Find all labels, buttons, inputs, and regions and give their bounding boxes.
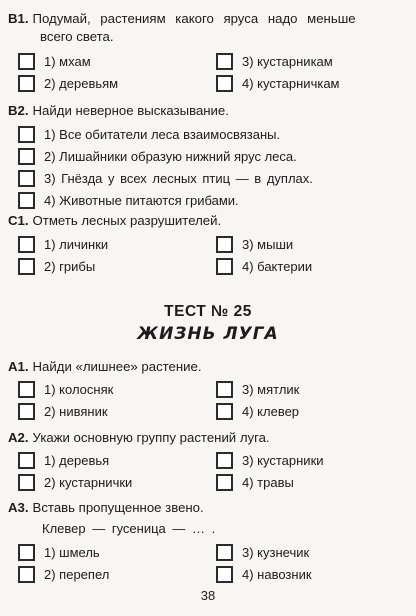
answer-option[interactable]: 3) кустарники <box>216 452 324 469</box>
answer-option[interactable]: 2) Лишайники образую нижний ярус леса. <box>18 148 297 165</box>
question-label: В2. <box>8 103 29 118</box>
answer-option[interactable]: 4) навозник <box>216 566 312 583</box>
question-label: С1. <box>8 213 29 228</box>
answer-option[interactable]: 1) Все обитатели леса взаимосвязаны. <box>18 126 280 143</box>
answer-option[interactable]: 4) травы <box>216 474 294 491</box>
question-text: Найди «лишнее» растение. <box>32 359 202 374</box>
question-text: Отметь лесных разрушителей. <box>32 213 222 228</box>
question-c1 <box>8 212 221 230</box>
answer-option[interactable]: 3) Гнёзда у всех лесных птиц — в дуплах. <box>18 170 313 187</box>
test-number: ТЕСТ № 25 <box>164 303 252 320</box>
checkbox[interactable] <box>216 403 233 420</box>
checkbox[interactable] <box>18 126 35 143</box>
checkbox[interactable] <box>18 258 35 275</box>
answer-option[interactable]: 4) кустарничкам <box>216 75 339 92</box>
test-title: ЖИЗНЬ ЛУГА <box>137 324 279 344</box>
question-label: А2. <box>8 430 29 445</box>
answer-option[interactable]: 1) шмель <box>18 544 100 561</box>
answer-option[interactable]: 2) грибы <box>18 258 95 275</box>
question-a3 <box>8 499 204 517</box>
food-chain-text: Клевер — гусеница — … . <box>42 521 216 536</box>
checkbox[interactable] <box>216 452 233 469</box>
answer-option[interactable]: 2) перепел <box>18 566 109 583</box>
answer-option[interactable]: 4) клевер <box>216 403 299 420</box>
checkbox[interactable] <box>216 75 233 92</box>
checkbox[interactable] <box>216 258 233 275</box>
checkbox[interactable] <box>216 236 233 253</box>
question-b2 <box>8 102 229 120</box>
question-text: Укажи основную группу растений луга. <box>32 430 270 445</box>
answer-option[interactable]: 2) деревьям <box>18 75 118 92</box>
checkbox[interactable] <box>216 544 233 561</box>
question-text: Найди неверное высказывание. <box>32 103 229 118</box>
checkbox[interactable] <box>18 148 35 165</box>
answer-option[interactable]: 2) нивяник <box>18 403 108 420</box>
answer-option[interactable]: 3) кузнечик <box>216 544 309 561</box>
answer-option[interactable]: 4) бактерии <box>216 258 312 275</box>
checkbox[interactable] <box>216 53 233 70</box>
checkbox[interactable] <box>18 170 35 187</box>
answer-option[interactable]: 4) Животные питаются грибами. <box>18 192 239 209</box>
checkbox[interactable] <box>216 474 233 491</box>
answer-option[interactable]: 1) личинки <box>18 236 108 253</box>
checkbox[interactable] <box>18 474 35 491</box>
checkbox[interactable] <box>18 403 35 420</box>
checkbox[interactable] <box>18 544 35 561</box>
checkbox[interactable] <box>18 381 35 398</box>
question-label: А1. <box>8 359 29 374</box>
page-number: 38 <box>200 588 216 603</box>
checkbox[interactable] <box>216 566 233 583</box>
question-label: В1. <box>8 11 29 26</box>
checkbox[interactable] <box>18 236 35 253</box>
question-a2 <box>8 429 270 447</box>
checkbox[interactable] <box>18 192 35 209</box>
answer-option[interactable]: 1) деревья <box>18 452 109 469</box>
checkbox[interactable] <box>18 75 35 92</box>
question-text: Вставь пропущенное звено. <box>32 500 204 515</box>
checkbox[interactable] <box>18 566 35 583</box>
answer-option[interactable]: 1) колосняк <box>18 381 113 398</box>
question-text: Подумай, растениям какого яруса надо меньше <box>32 11 356 26</box>
answer-option[interactable]: 2) кустарнички <box>18 474 132 491</box>
question-label: А3. <box>8 500 29 515</box>
question-b1 <box>8 10 404 46</box>
checkbox[interactable] <box>18 53 35 70</box>
answer-option[interactable]: 1) мхам <box>18 53 91 70</box>
checkbox[interactable] <box>216 381 233 398</box>
question-text-cont: всего света. <box>40 29 114 44</box>
answer-option[interactable]: 3) кустарникам <box>216 53 333 70</box>
answer-option[interactable]: 3) мыши <box>216 236 293 253</box>
question-a1 <box>8 358 202 376</box>
checkbox[interactable] <box>18 452 35 469</box>
answer-option[interactable]: 3) мятлик <box>216 381 299 398</box>
